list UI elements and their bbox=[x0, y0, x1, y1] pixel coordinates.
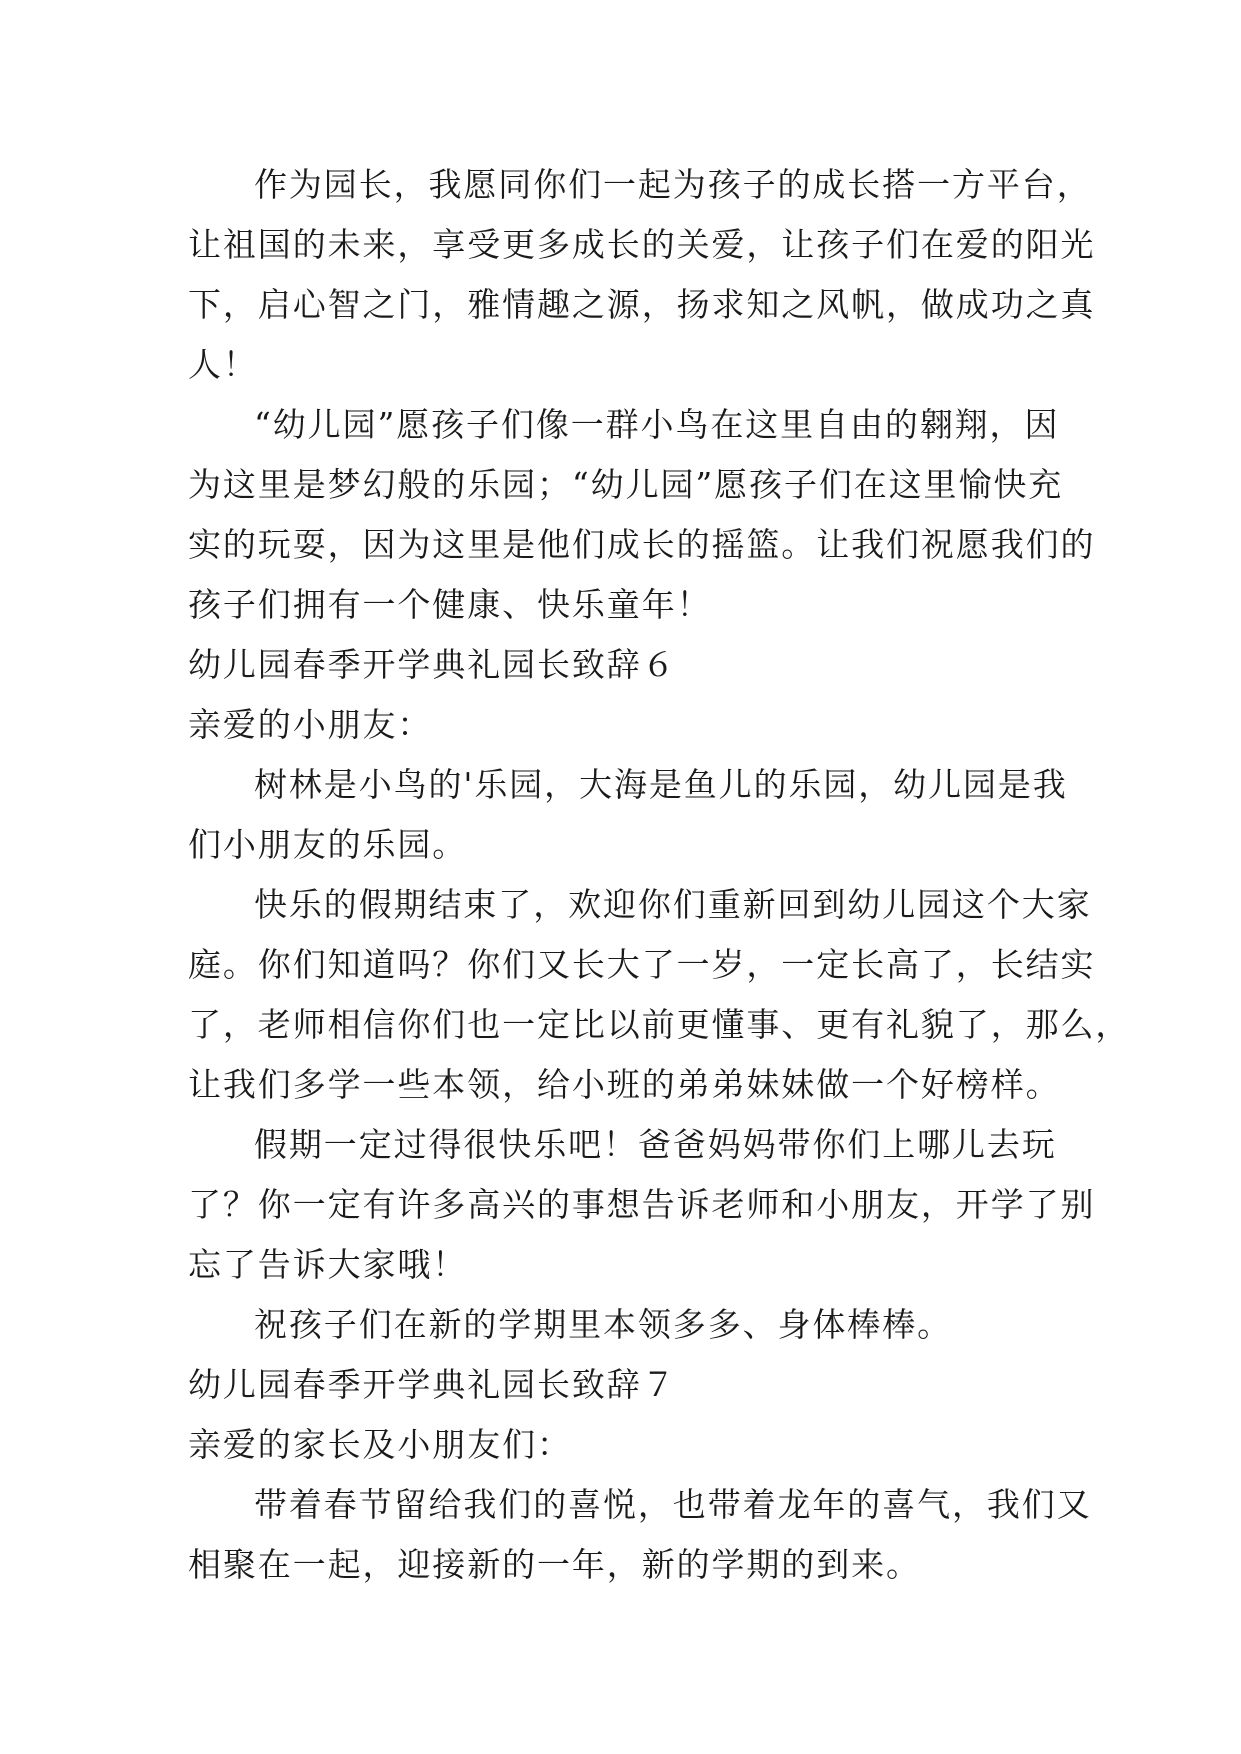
paragraph-line: 人！ bbox=[188, 345, 258, 384]
document-page bbox=[188, 155, 1131, 1595]
section-heading: 幼儿园春季开学典礼园长致辞６ bbox=[188, 645, 677, 684]
paragraph-line: 了？你一定有许多高兴的事想告诉老师和小朋友，开学了别 bbox=[188, 1185, 1096, 1224]
paragraph-line: 下，启心智之门，雅情趣之源，扬求知之风帆，做成功之真 bbox=[188, 285, 1096, 324]
salutation: 亲爱的家长及小朋友们： bbox=[188, 1425, 572, 1464]
paragraph-line: 忘了告诉大家哦！ bbox=[188, 1245, 468, 1284]
paragraph-line: 相聚在一起，迎接新的一年，新的学期的到来。 bbox=[188, 1545, 921, 1584]
paragraph-line: 让我们多学一些本领，给小班的弟弟妹妹做一个好榜样。 bbox=[188, 1065, 1061, 1104]
paragraph-line: 假期一定过得很快乐吧！爸爸妈妈带你们上哪儿去玩 bbox=[254, 1125, 1057, 1164]
section-heading: 幼儿园春季开学典礼园长致辞７ bbox=[188, 1365, 677, 1404]
paragraph-line: 庭。你们知道吗？你们又长大了一岁，一定长高了，长结实 bbox=[188, 945, 1096, 984]
paragraph-line: 带着春节留给我们的喜悦，也带着龙年的喜气，我们又 bbox=[254, 1485, 1092, 1524]
salutation: 亲爱的小朋友： bbox=[188, 705, 433, 744]
paragraph-line: 树林是小鸟的'乐园，大海是鱼儿的乐园，幼儿园是我 bbox=[254, 765, 1068, 804]
paragraph-line: 孩子们拥有一个健康、快乐童年！ bbox=[188, 585, 712, 624]
paragraph-line: “幼儿园”愿孩子们像一群小鸟在这里自由的翱翔，因 bbox=[254, 405, 1060, 444]
paragraph-line: 快乐的假期结束了，欢迎你们重新回到幼儿园这个大家 bbox=[254, 885, 1092, 924]
paragraph-line: 实的玩耍，因为这里是他们成长的摇篮。让我们祝愿我们的 bbox=[188, 525, 1096, 564]
paragraph-line: 作为园长，我愿同你们一起为孩子的成长搭一方平台， bbox=[254, 165, 1092, 204]
paragraph-line: 为这里是梦幻般的乐园；“幼儿园”愿孩子们在这里愉快充 bbox=[188, 465, 1064, 504]
paragraph-line: 们小朋友的乐园。 bbox=[188, 825, 468, 864]
paragraph-line: 祝孩子们在新的学期里本领多多、身体棒棒。 bbox=[254, 1305, 952, 1344]
paragraph-line: 让祖国的未来，享受更多成长的关爱，让孩子们在爱的阳光 bbox=[188, 225, 1096, 264]
paragraph-line: 了，老师相信你们也一定比以前更懂事、更有礼貌了，那么， bbox=[188, 1005, 1131, 1044]
